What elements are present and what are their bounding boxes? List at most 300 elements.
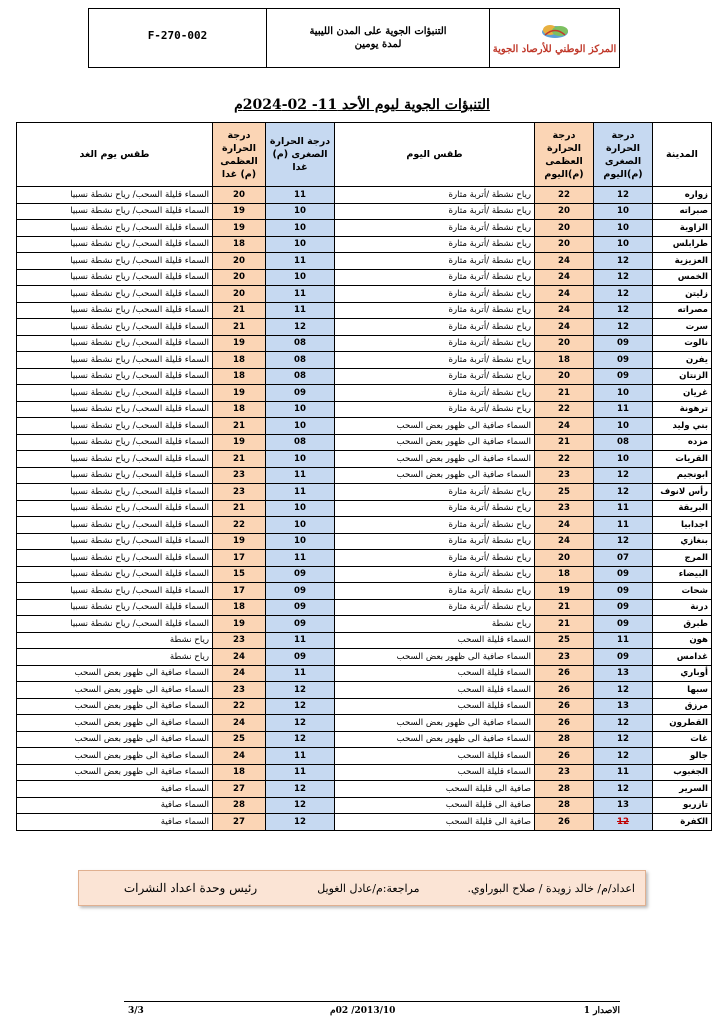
weather-today-cell: السماء صافية الى ظهور بعض السحب — [335, 418, 535, 435]
tmin-tomorrow-cell: 10 — [266, 401, 335, 418]
city-cell: زواره — [653, 187, 712, 204]
tmin-today-cell: 08 — [594, 434, 653, 451]
footer-page: 3/3 — [128, 1006, 144, 1016]
preparation-note — [78, 870, 646, 906]
city-cell: غريان — [653, 385, 712, 402]
table-row — [17, 401, 712, 418]
tmax-today-cell: 28 — [535, 781, 594, 798]
weather-today-cell: السماء صافية الى ظهور بعض السحب — [335, 451, 535, 468]
weather-today-cell: رياح نشطة /أتربة مثارة — [335, 352, 535, 369]
tmin-tomorrow-cell: 12 — [266, 698, 335, 715]
tmin-today-cell: 13 — [594, 698, 653, 715]
col-weather-today: طقس اليوم — [335, 123, 535, 187]
city-cell: الزاوية — [653, 220, 712, 237]
footer-issue: الاصدار 1 — [583, 1006, 620, 1016]
table-row — [17, 385, 712, 402]
tmin-tomorrow-cell: 11 — [266, 286, 335, 303]
table-row — [17, 550, 712, 567]
weather-tomorrow-cell: السماء قليلة السحب/ رياح نشطة نسبيا — [17, 319, 213, 336]
tmax-tomorrow-cell: 25 — [213, 731, 266, 748]
chief-title: رئيس وحدة اعداد النشرات — [123, 881, 258, 895]
table-row — [17, 319, 712, 336]
weather-tomorrow-cell: السماء قليلة السحب/ رياح نشطة نسبيا — [17, 517, 213, 534]
weather-today-cell: رياح نشطة /أتربة مثارة — [335, 517, 535, 534]
tmax-tomorrow-cell: 18 — [213, 764, 266, 781]
tmin-today-cell: 13 — [594, 665, 653, 682]
tmin-today-cell: 12 — [594, 682, 653, 699]
tmin-today-cell: 12 — [594, 269, 653, 286]
tmin-tomorrow-cell: 11 — [266, 665, 335, 682]
city-cell: شحات — [653, 583, 712, 600]
tmax-today-cell: 24 — [535, 269, 594, 286]
header-title-line1: التنبؤات الجوية على المدن الليبية — [309, 26, 447, 37]
tmin-today-cell: 11 — [594, 632, 653, 649]
table-row — [17, 253, 712, 270]
weather-tomorrow-cell: السماء قليلة السحب/ رياح نشطة نسبيا — [17, 484, 213, 501]
tmin-today-cell: 09 — [594, 352, 653, 369]
tmax-today-cell: 19 — [535, 583, 594, 600]
tmin-tomorrow-cell: 11 — [266, 467, 335, 484]
weather-tomorrow-cell: السماء صافية الى ظهور بعض السحب — [17, 682, 213, 699]
table-header-row — [17, 123, 712, 187]
weather-tomorrow-cell: السماء قليلة السحب/ رياح نشطة نسبيا — [17, 286, 213, 303]
tmax-tomorrow-cell: 15 — [213, 566, 266, 583]
weather-today-cell: رياح نشطة /أتربة مثارة — [335, 566, 535, 583]
weather-tomorrow-cell: السماء صافية الى ظهور بعض السحب — [17, 764, 213, 781]
org-name: المركز الوطني للأرصاد الجوية — [492, 43, 617, 55]
tmax-today-cell: 24 — [535, 418, 594, 435]
weather-today-cell: رياح نشطة /أتربة مثارة — [335, 599, 535, 616]
city-cell: العزيزية — [653, 253, 712, 270]
table-row — [17, 220, 712, 237]
weather-today-cell: رياح نشطة /أتربة مثارة — [335, 385, 535, 402]
tmax-today-cell: 24 — [535, 319, 594, 336]
tmax-tomorrow-cell: 18 — [213, 401, 266, 418]
weather-tomorrow-cell: السماء قليلة السحب/ رياح نشطة نسبيا — [17, 220, 213, 237]
weather-tomorrow-cell: السماء قليلة السحب/ رياح نشطة نسبيا — [17, 253, 213, 270]
tmin-tomorrow-cell: 09 — [266, 649, 335, 666]
tmax-today-cell: 21 — [535, 616, 594, 633]
table-row — [17, 269, 712, 286]
weather-today-cell: السماء قليلة السحب — [335, 698, 535, 715]
city-cell: الكفرة — [653, 814, 712, 831]
weather-today-cell: السماء صافية الى ظهور بعض السحب — [335, 649, 535, 666]
weather-today-cell: السماء صافية الى ظهور بعض السحب — [335, 467, 535, 484]
tmax-tomorrow-cell: 19 — [213, 616, 266, 633]
tmin-tomorrow-cell: 10 — [266, 517, 335, 534]
tmax-tomorrow-cell: 20 — [213, 269, 266, 286]
city-cell: القريات — [653, 451, 712, 468]
table-row — [17, 764, 712, 781]
weather-today-cell: السماء صافية الى ظهور بعض السحب — [335, 434, 535, 451]
tmin-today-cell: 10 — [594, 418, 653, 435]
tmax-tomorrow-cell: 19 — [213, 220, 266, 237]
city-cell: غات — [653, 731, 712, 748]
tmin-today-cell: 09 — [594, 368, 653, 385]
tmin-today-cell: 12 — [594, 748, 653, 765]
city-cell: الزنتان — [653, 368, 712, 385]
weather-today-cell: رياح نشطة /أتربة مثارة — [335, 368, 535, 385]
table-row — [17, 187, 712, 204]
weather-tomorrow-cell: السماء قليلة السحب/ رياح نشطة نسبيا — [17, 418, 213, 435]
table-row — [17, 368, 712, 385]
footer-divider — [124, 1001, 620, 1002]
tmin-today-cell: 11 — [594, 764, 653, 781]
tmin-today-cell: 09 — [594, 566, 653, 583]
tmax-today-cell: 26 — [535, 682, 594, 699]
tmax-tomorrow-cell: 18 — [213, 352, 266, 369]
tmin-tomorrow-cell: 09 — [266, 616, 335, 633]
city-cell: جالو — [653, 748, 712, 765]
tmax-today-cell: 22 — [535, 451, 594, 468]
tmax-today-cell: 24 — [535, 533, 594, 550]
tmin-tomorrow-cell: 10 — [266, 533, 335, 550]
tmax-tomorrow-cell: 22 — [213, 698, 266, 715]
city-cell: تازربو — [653, 797, 712, 814]
city-cell: غدامس — [653, 649, 712, 666]
weather-today-cell: رياح نشطة /أتربة مثارة — [335, 302, 535, 319]
weather-tomorrow-cell: السماء قليلة السحب/ رياح نشطة نسبيا — [17, 187, 213, 204]
table-body — [17, 187, 712, 831]
tmax-tomorrow-cell: 24 — [213, 715, 266, 732]
tmax-today-cell: 18 — [535, 352, 594, 369]
city-cell: الخمس — [653, 269, 712, 286]
city-cell: سبها — [653, 682, 712, 699]
weather-tomorrow-cell: السماء قليلة السحب/ رياح نشطة نسبيا — [17, 302, 213, 319]
tmax-tomorrow-cell: 23 — [213, 632, 266, 649]
tmax-today-cell: 23 — [535, 649, 594, 666]
tmin-today-cell: 12 — [594, 467, 653, 484]
tmin-today-cell: 11 — [594, 401, 653, 418]
col-tmin-tomorrow: درجة الحرارة الصغرى (م) غدا — [266, 123, 335, 187]
tmax-today-cell: 20 — [535, 203, 594, 220]
weather-tomorrow-cell: السماء قليلة السحب/ رياح نشطة نسبيا — [17, 269, 213, 286]
weather-today-cell: السماء قليلة السحب — [335, 632, 535, 649]
weather-tomorrow-cell: رياح نشطة — [17, 649, 213, 666]
weather-tomorrow-cell: السماء قليلة السحب/ رياح نشطة نسبيا — [17, 335, 213, 352]
weather-tomorrow-cell: السماء صافية — [17, 781, 213, 798]
city-cell: مصراته — [653, 302, 712, 319]
tmin-tomorrow-cell: 09 — [266, 566, 335, 583]
weather-today-cell: السماء صافية الى ظهور بعض السحب — [335, 715, 535, 732]
table-row — [17, 302, 712, 319]
tmax-today-cell: 26 — [535, 748, 594, 765]
tmax-today-cell: 28 — [535, 797, 594, 814]
tmax-today-cell: 18 — [535, 566, 594, 583]
weather-today-cell: السماء قليلة السحب — [335, 748, 535, 765]
col-tmin-today: درجة الحرارة الصغرى (م)اليوم — [594, 123, 653, 187]
tmax-tomorrow-cell: 18 — [213, 599, 266, 616]
city-cell: سرت — [653, 319, 712, 336]
weather-tomorrow-cell: السماء قليلة السحب/ رياح نشطة نسبيا — [17, 352, 213, 369]
weather-today-cell: رياح نشطة /أتربة مثارة — [335, 269, 535, 286]
tmax-tomorrow-cell: 21 — [213, 500, 266, 517]
weather-today-cell: رياح نشطة /أتربة مثارة — [335, 335, 535, 352]
table-row — [17, 616, 712, 633]
tmax-today-cell: 20 — [535, 550, 594, 567]
footer-date: 2013/10/ 02م — [330, 1006, 396, 1016]
tmax-today-cell: 22 — [535, 187, 594, 204]
weather-today-cell: صافية الى قليلة السحب — [335, 797, 535, 814]
tmax-today-cell: 28 — [535, 731, 594, 748]
city-cell: المرج — [653, 550, 712, 567]
city-cell: مرزق — [653, 698, 712, 715]
weather-tomorrow-cell: السماء قليلة السحب/ رياح نشطة نسبيا — [17, 401, 213, 418]
tmax-tomorrow-cell: 23 — [213, 484, 266, 501]
city-cell: رأس لانوف — [653, 484, 712, 501]
tmax-tomorrow-cell: 20 — [213, 187, 266, 204]
tmin-tomorrow-cell: 10 — [266, 500, 335, 517]
tmin-today-cell: 09 — [594, 616, 653, 633]
prepared-by: اعداد/م/ خالد زويدة / صلاح البوراوي. — [467, 881, 635, 895]
struck-value: 12 — [617, 816, 629, 827]
weather-tomorrow-cell: السماء قليلة السحب/ رياح نشطة نسبيا — [17, 550, 213, 567]
weather-tomorrow-cell: السماء قليلة السحب/ رياح نشطة نسبيا — [17, 236, 213, 253]
tmax-tomorrow-cell: 20 — [213, 286, 266, 303]
tmin-today-cell: 10 — [594, 220, 653, 237]
tmin-tomorrow-cell: 11 — [266, 253, 335, 270]
weather-today-cell: السماء قليلة السحب — [335, 665, 535, 682]
table-row — [17, 517, 712, 534]
table-row — [17, 599, 712, 616]
tmax-tomorrow-cell: 24 — [213, 665, 266, 682]
tmin-tomorrow-cell: 11 — [266, 550, 335, 567]
weather-tomorrow-cell: السماء صافية الى ظهور بعض السحب — [17, 665, 213, 682]
table-row — [17, 418, 712, 435]
city-cell: طبرق — [653, 616, 712, 633]
tmin-today-cell: 09 — [594, 649, 653, 666]
table-row — [17, 335, 712, 352]
tmin-today-cell: 10 — [594, 203, 653, 220]
weather-tomorrow-cell: السماء صافية الى ظهور بعض السحب — [17, 748, 213, 765]
tmin-today-cell: 13 — [594, 797, 653, 814]
weather-tomorrow-cell: السماء صافية — [17, 814, 213, 831]
tmin-tomorrow-cell: 12 — [266, 797, 335, 814]
tmax-today-cell: 25 — [535, 632, 594, 649]
tmax-tomorrow-cell: 19 — [213, 385, 266, 402]
tmin-tomorrow-cell: 10 — [266, 236, 335, 253]
weather-today-cell: رياح نشطة /أتربة مثارة — [335, 187, 535, 204]
table-row — [17, 682, 712, 699]
tmin-today-cell: 12 — [594, 286, 653, 303]
tmin-today-cell: 10 — [594, 385, 653, 402]
table-row — [17, 814, 712, 831]
org-logo-icon — [535, 22, 575, 40]
table-row — [17, 566, 712, 583]
col-tmax-today: درجة الحرارة العظمى (م)اليوم — [535, 123, 594, 187]
tmax-tomorrow-cell: 24 — [213, 748, 266, 765]
tmax-today-cell: 26 — [535, 715, 594, 732]
table-row — [17, 632, 712, 649]
table-row — [17, 352, 712, 369]
tmax-today-cell: 21 — [535, 434, 594, 451]
tmin-today-cell: 12 — [594, 781, 653, 798]
city-cell: بنغازي — [653, 533, 712, 550]
table-row — [17, 715, 712, 732]
tmax-today-cell: 20 — [535, 368, 594, 385]
tmin-today-cell: 12 — [594, 187, 653, 204]
tmin-tomorrow-cell: 12 — [266, 682, 335, 699]
table-row — [17, 665, 712, 682]
tmax-today-cell: 23 — [535, 500, 594, 517]
weather-today-cell: رياح نشطة /أتربة مثارة — [335, 236, 535, 253]
weather-tomorrow-cell: السماء قليلة السحب/ رياح نشطة نسبيا — [17, 451, 213, 468]
tmin-tomorrow-cell: 08 — [266, 434, 335, 451]
tmin-today-cell: 09 — [594, 583, 653, 600]
tmax-today-cell: 24 — [535, 286, 594, 303]
org-block — [490, 9, 619, 67]
tmax-today-cell: 24 — [535, 517, 594, 534]
weather-today-cell: رياح نشطة /أتربة مثارة — [335, 533, 535, 550]
weather-tomorrow-cell: السماء قليلة السحب/ رياح نشطة نسبيا — [17, 203, 213, 220]
city-cell: زليتن — [653, 286, 712, 303]
city-cell: البيضاء — [653, 566, 712, 583]
weather-today-cell: رياح نشطة /أتربة مثارة — [335, 319, 535, 336]
tmin-tomorrow-cell: 10 — [266, 220, 335, 237]
tmin-today-cell: 09 — [594, 335, 653, 352]
city-cell: هون — [653, 632, 712, 649]
tmin-tomorrow-cell: 09 — [266, 583, 335, 600]
tmax-tomorrow-cell: 27 — [213, 814, 266, 831]
weather-tomorrow-cell: السماء صافية الى ظهور بعض السحب — [17, 715, 213, 732]
tmax-today-cell: 21 — [535, 385, 594, 402]
table-row — [17, 533, 712, 550]
table-row — [17, 500, 712, 517]
tmin-tomorrow-cell: 09 — [266, 385, 335, 402]
header-title — [267, 9, 490, 67]
tmin-tomorrow-cell: 10 — [266, 269, 335, 286]
table-row — [17, 236, 712, 253]
tmax-today-cell: 26 — [535, 698, 594, 715]
tmin-tomorrow-cell: 11 — [266, 484, 335, 501]
tmin-today-cell: 09 — [594, 599, 653, 616]
tmax-tomorrow-cell: 18 — [213, 368, 266, 385]
tmin-today-cell: 07 — [594, 550, 653, 567]
tmin-today-cell: 12 — [594, 253, 653, 270]
weather-today-cell: رياح نشطة /أتربة مثارة — [335, 286, 535, 303]
city-cell: صبراته — [653, 203, 712, 220]
tmax-tomorrow-cell: 17 — [213, 550, 266, 567]
tmin-tomorrow-cell: 10 — [266, 418, 335, 435]
header-title-line2: لمدة يومين — [354, 39, 402, 50]
tmax-today-cell: 26 — [535, 665, 594, 682]
tmax-tomorrow-cell: 20 — [213, 253, 266, 270]
city-cell: البريقة — [653, 500, 712, 517]
table-row — [17, 649, 712, 666]
tmax-tomorrow-cell: 21 — [213, 418, 266, 435]
weather-tomorrow-cell: السماء قليلة السحب/ رياح نشطة نسبيا — [17, 599, 213, 616]
weather-today-cell: رياح نشطة — [335, 616, 535, 633]
tmax-tomorrow-cell: 22 — [213, 517, 266, 534]
weather-tomorrow-cell: السماء قليلة السحب/ رياح نشطة نسبيا — [17, 385, 213, 402]
city-cell: بني وليد — [653, 418, 712, 435]
tmin-today-cell: 12 — [594, 731, 653, 748]
weather-today-cell: صافية الى قليلة السحب — [335, 781, 535, 798]
weather-tomorrow-cell: السماء قليلة السحب/ رياح نشطة نسبيا — [17, 368, 213, 385]
weather-today-cell: رياح نشطة /أتربة مثارة — [335, 220, 535, 237]
tmin-tomorrow-cell: 09 — [266, 599, 335, 616]
city-cell: السرير — [653, 781, 712, 798]
weather-tomorrow-cell: السماء قليلة السحب/ رياح نشطة نسبيا — [17, 566, 213, 583]
tmin-today-cell: 10 — [594, 236, 653, 253]
city-cell: مزده — [653, 434, 712, 451]
document-header — [88, 8, 620, 68]
weather-today-cell: رياح نشطة /أتربة مثارة — [335, 500, 535, 517]
tmin-tomorrow-cell: 11 — [266, 764, 335, 781]
tmin-tomorrow-cell: 11 — [266, 632, 335, 649]
tmax-tomorrow-cell: 23 — [213, 682, 266, 699]
city-cell: القطرون — [653, 715, 712, 732]
tmin-tomorrow-cell: 08 — [266, 335, 335, 352]
tmin-today-cell — [594, 814, 653, 831]
tmin-tomorrow-cell: 08 — [266, 368, 335, 385]
weather-tomorrow-cell: السماء قليلة السحب/ رياح نشطة نسبيا — [17, 533, 213, 550]
tmin-tomorrow-cell: 12 — [266, 781, 335, 798]
tmax-tomorrow-cell: 19 — [213, 203, 266, 220]
col-tmax-tomorrow: درجة الحرارة العظمى (م) غدا — [213, 123, 266, 187]
table-row — [17, 731, 712, 748]
tmax-today-cell: 24 — [535, 302, 594, 319]
tmax-tomorrow-cell: 21 — [213, 302, 266, 319]
weather-today-cell: رياح نشطة /أتربة مثارة — [335, 583, 535, 600]
tmax-tomorrow-cell: 24 — [213, 649, 266, 666]
page-title: التنبؤات الجوية ليوم الأحد 11- 02-2024م — [234, 97, 490, 113]
tmin-today-cell: 12 — [594, 319, 653, 336]
tmax-tomorrow-cell: 23 — [213, 467, 266, 484]
weather-today-cell: صافية الى قليلة السحب — [335, 814, 535, 831]
tmax-today-cell: 20 — [535, 220, 594, 237]
forecast-table — [16, 122, 712, 831]
tmax-today-cell: 23 — [535, 467, 594, 484]
tmin-tomorrow-cell: 11 — [266, 302, 335, 319]
table-row — [17, 781, 712, 798]
tmax-tomorrow-cell: 27 — [213, 781, 266, 798]
weather-today-cell: رياح نشطة /أتربة مثارة — [335, 401, 535, 418]
tmin-tomorrow-cell: 12 — [266, 814, 335, 831]
tmax-today-cell: 23 — [535, 764, 594, 781]
table-row — [17, 583, 712, 600]
tmax-today-cell: 25 — [535, 484, 594, 501]
weather-today-cell: رياح نشطة /أتربة مثارة — [335, 203, 535, 220]
weather-tomorrow-cell: السماء قليلة السحب/ رياح نشطة نسبيا — [17, 467, 213, 484]
tmax-today-cell: 20 — [535, 335, 594, 352]
weather-today-cell: السماء قليلة السحب — [335, 682, 535, 699]
table-row — [17, 748, 712, 765]
weather-tomorrow-cell: السماء قليلة السحب/ رياح نشطة نسبيا — [17, 434, 213, 451]
tmin-tomorrow-cell: 10 — [266, 203, 335, 220]
city-cell: ابونجيم — [653, 467, 712, 484]
tmin-tomorrow-cell: 12 — [266, 731, 335, 748]
tmax-today-cell: 24 — [535, 253, 594, 270]
weather-tomorrow-cell: السماء صافية الى ظهور بعض السحب — [17, 731, 213, 748]
weather-today-cell: السماء قليلة السحب — [335, 764, 535, 781]
tmax-today-cell: 20 — [535, 236, 594, 253]
tmax-today-cell: 21 — [535, 599, 594, 616]
table-row — [17, 467, 712, 484]
tmax-tomorrow-cell: 19 — [213, 434, 266, 451]
table-row — [17, 434, 712, 451]
tmax-tomorrow-cell: 19 — [213, 533, 266, 550]
tmax-tomorrow-cell: 17 — [213, 583, 266, 600]
city-cell: درنة — [653, 599, 712, 616]
tmax-today-cell: 22 — [535, 401, 594, 418]
tmin-tomorrow-cell: 12 — [266, 715, 335, 732]
weather-tomorrow-cell: السماء صافية الى ظهور بعض السحب — [17, 698, 213, 715]
tmin-today-cell: 12 — [594, 302, 653, 319]
tmin-tomorrow-cell: 11 — [266, 748, 335, 765]
city-cell: الجغبوب — [653, 764, 712, 781]
table-row — [17, 698, 712, 715]
